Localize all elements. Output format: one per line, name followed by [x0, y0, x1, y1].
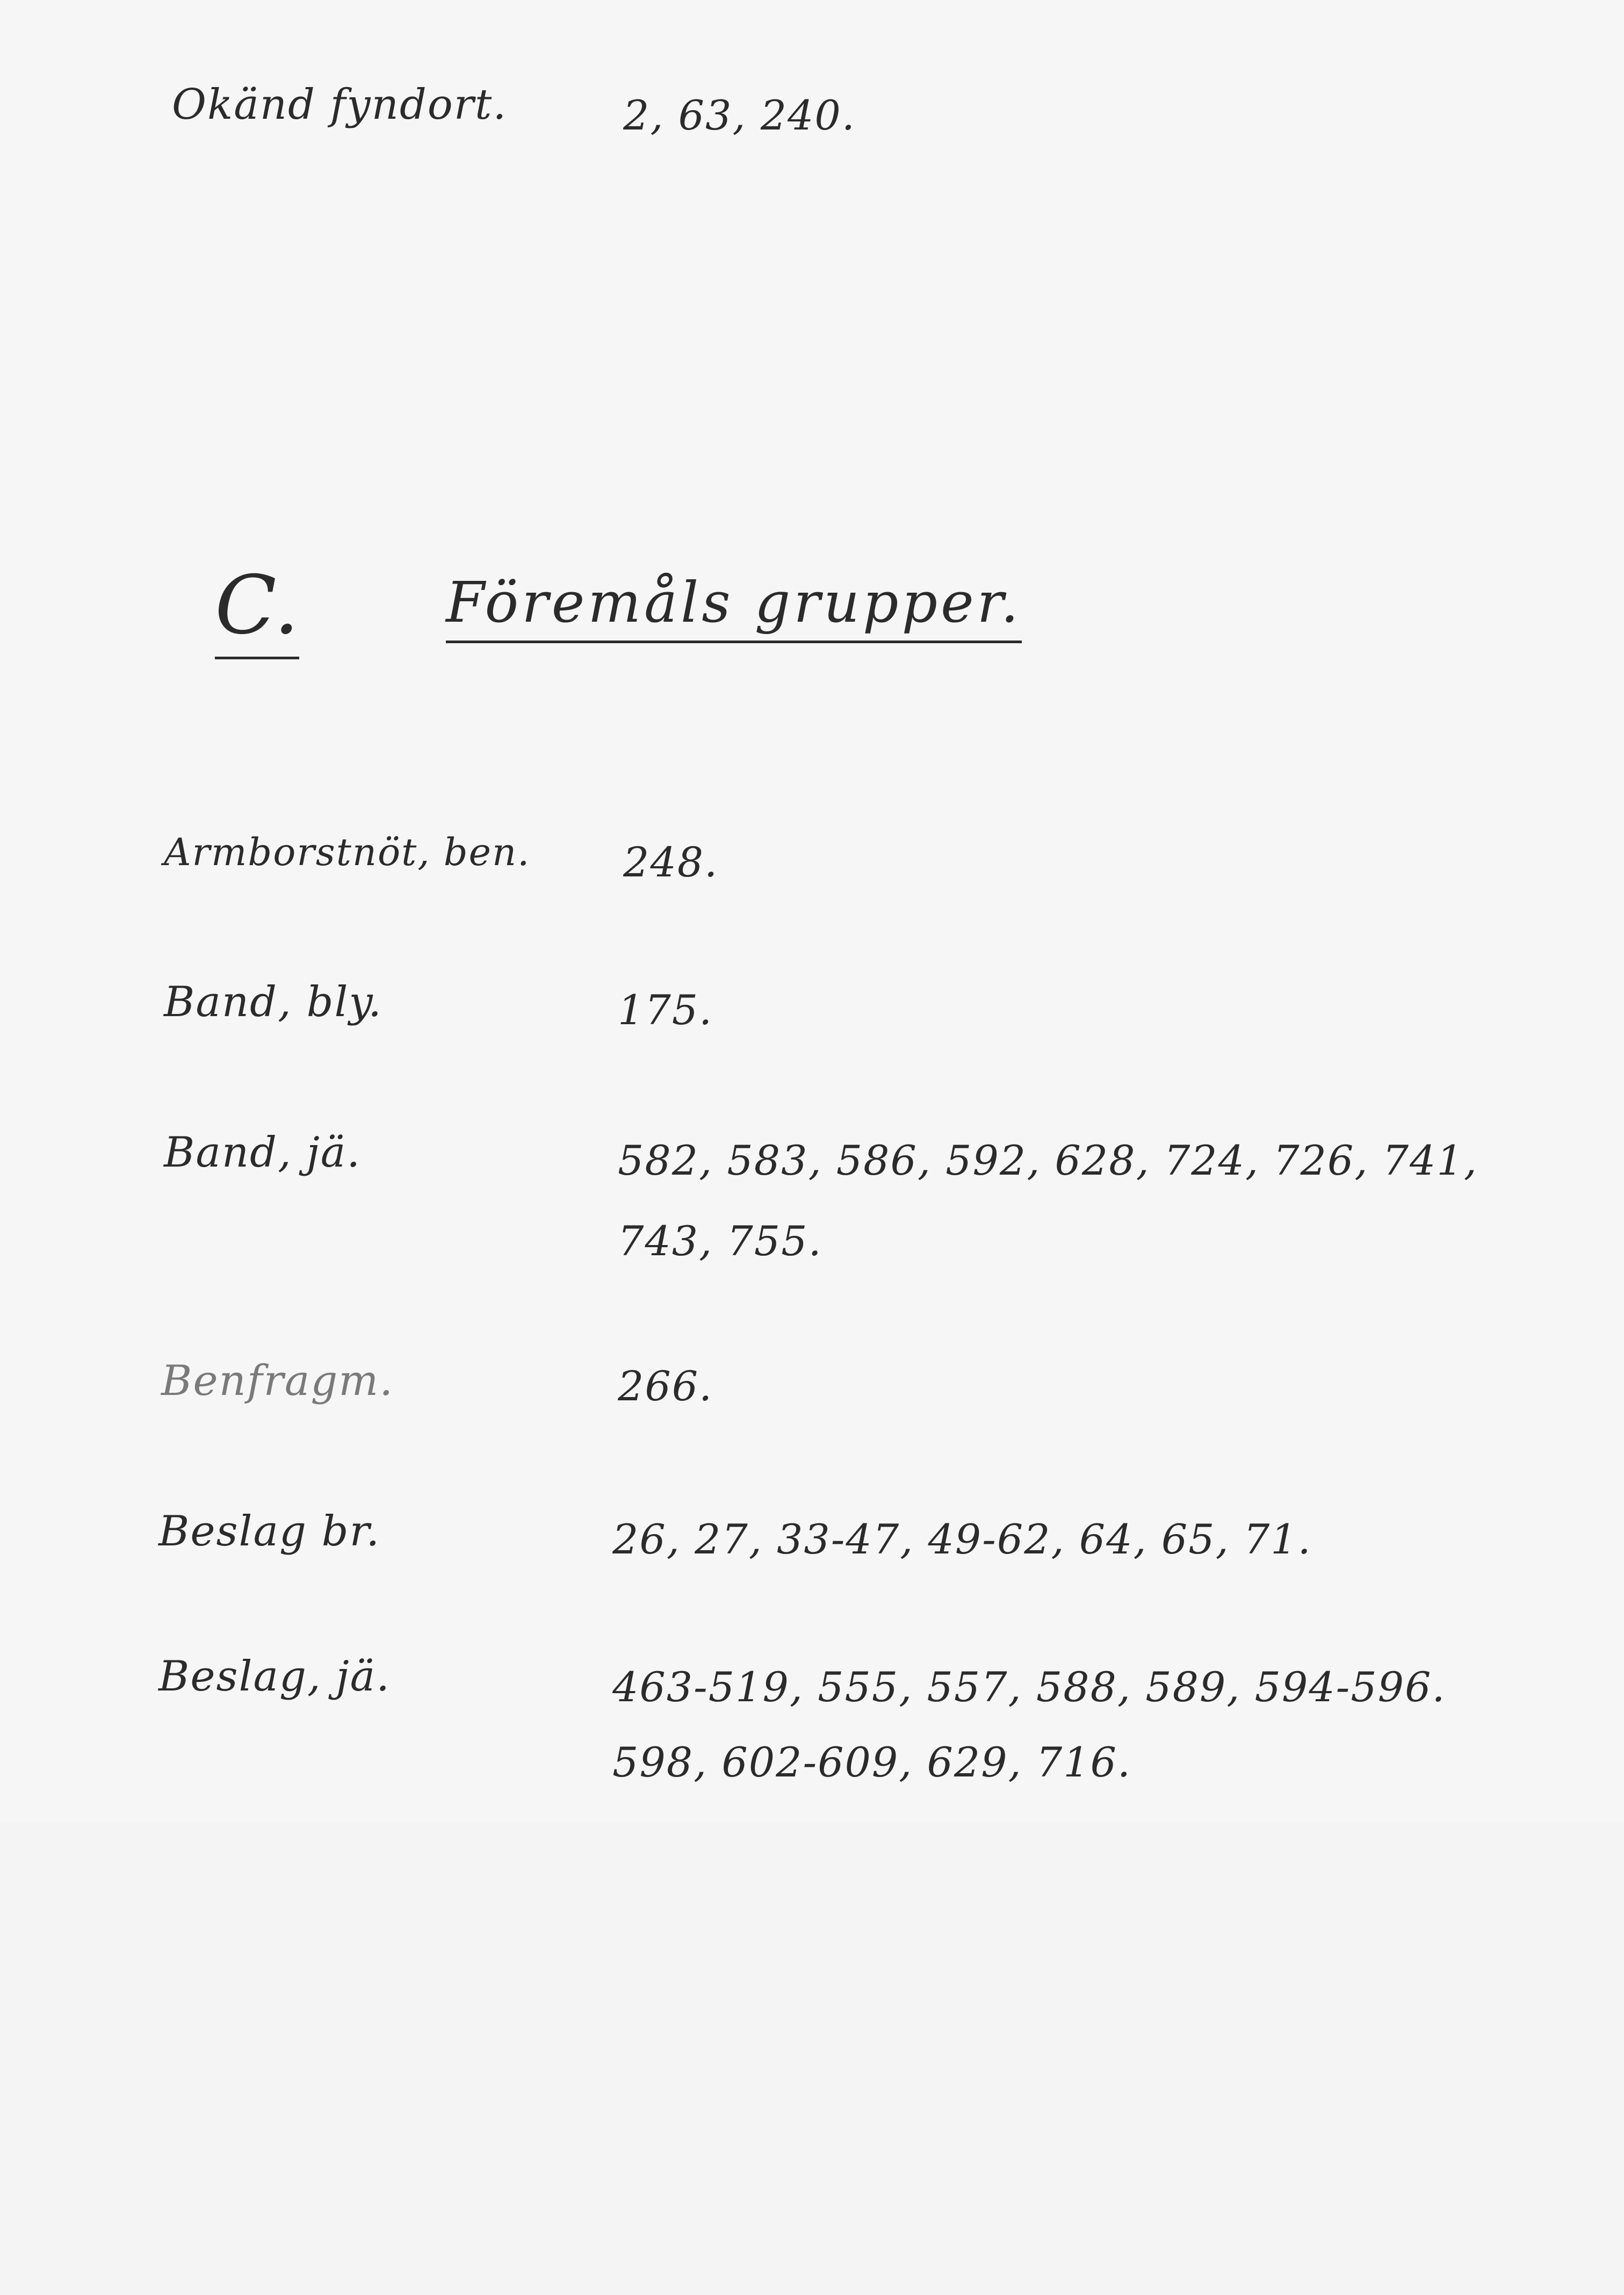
entry-value-band-ja-line1: 582, 583, 586, 592, 628, 724, 726, 741, [618, 1136, 1478, 1184]
entry-value-armborstnot: 248. [623, 838, 719, 886]
entry-label-band-bly: Band, bly. [164, 978, 382, 1026]
entry-label-benfragm: Benfragm. [161, 1357, 394, 1405]
entry-value-beslag-ja-line2: 598, 602-609, 629, 716. [612, 1738, 1132, 1786]
entry-label-okand-fyndort: Okänd fyndort. [172, 81, 508, 129]
section-title: Föremåls grupper. [446, 570, 1022, 643]
entry-value-okand-fyndort: 2, 63, 240. [623, 91, 856, 139]
section-letter: C. [215, 559, 299, 659]
entry-label-band-ja: Band, jä. [164, 1128, 362, 1177]
entry-value-band-ja-line2: 743, 755. [618, 1217, 822, 1265]
entry-value-band-bly: 175. [618, 986, 713, 1034]
entry-value-beslag-ja-line1: 463-519, 555, 557, 588, 589, 594-596. [612, 1663, 1446, 1711]
entry-value-benfragm: 266. [618, 1362, 713, 1410]
page-lower-area [0, 1822, 1624, 2295]
entry-label-beslag-br: Beslag br. [158, 1507, 381, 1556]
entry-label-beslag-ja: Beslag, jä. [158, 1652, 391, 1701]
entry-label-armborstnot: Armborstnöt, ben. [164, 830, 531, 874]
entry-value-beslag-br: 26, 27, 33-47, 49-62, 64, 65, 71. [612, 1515, 1312, 1563]
